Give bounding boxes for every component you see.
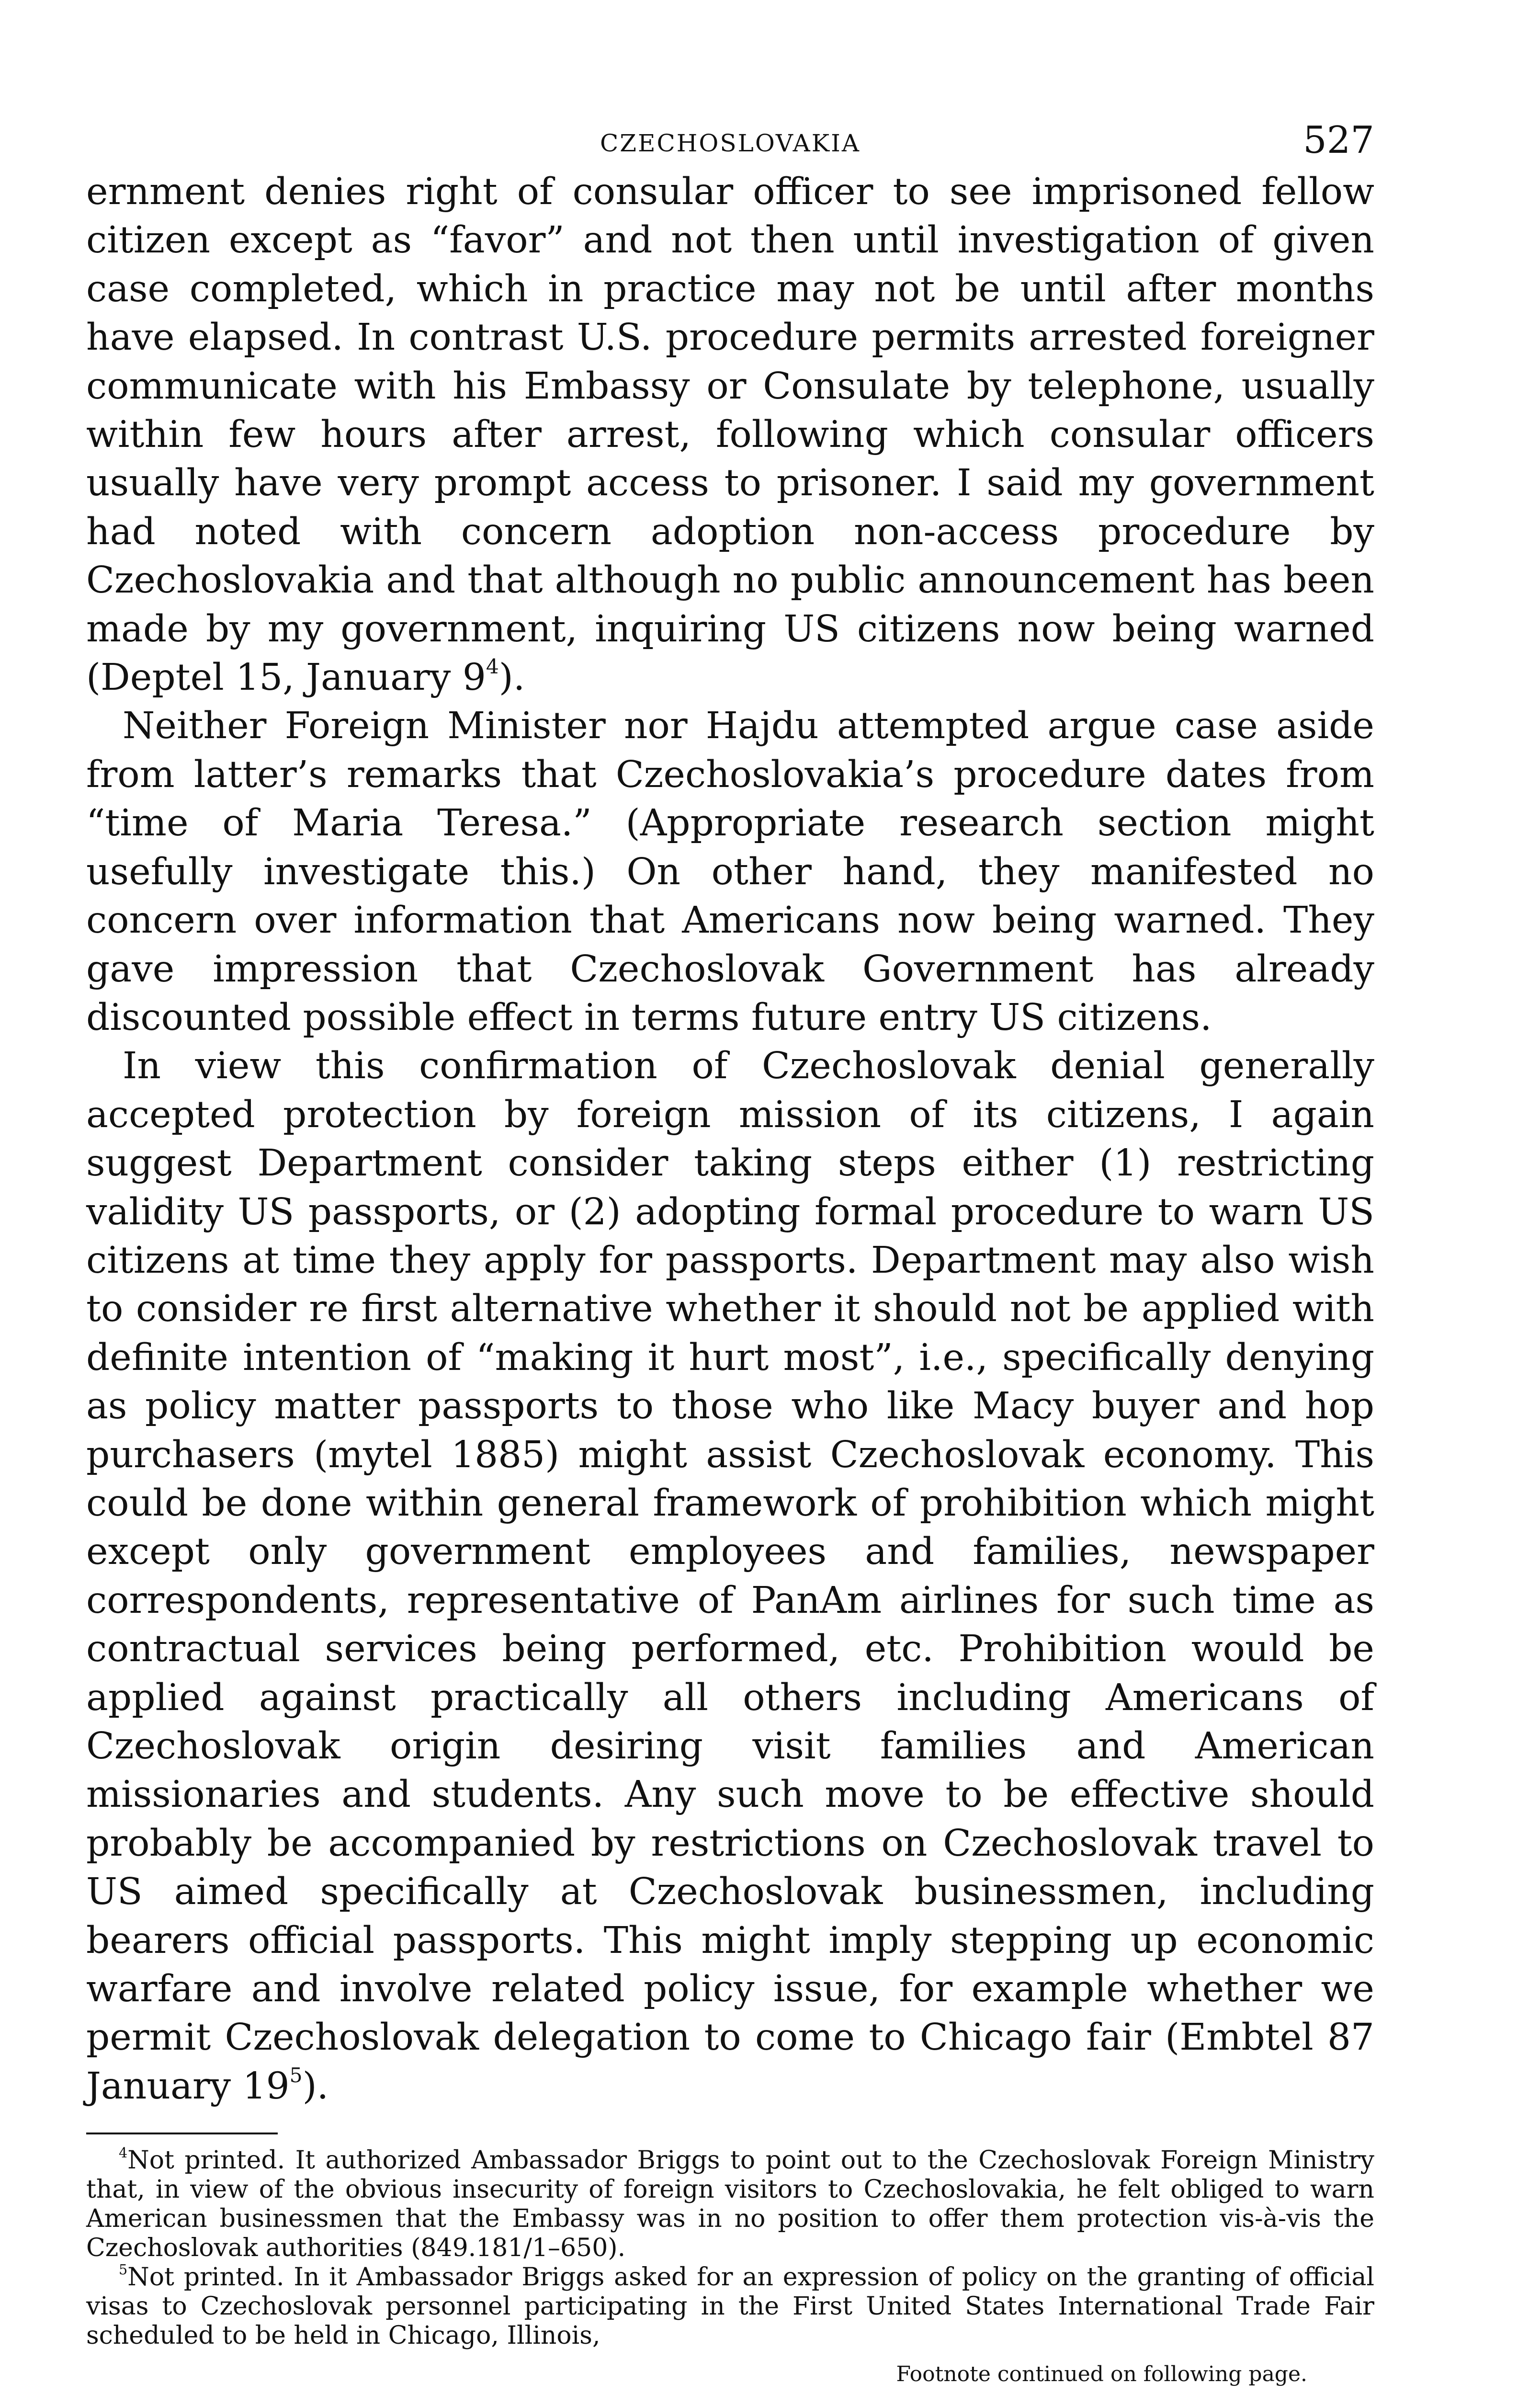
paragraph-1-text: ernment denies right of consular officer to see imprisoned fellow citizen except as “favor” and not then until investigation of given case completed, which in practice may not be until after months have elapsed. In contrast U.S. procedure permits arrested foreigner communicate with his Embassy or Consulate by telephone, usually within few hours after arrest, following which consular officers usually have very prompt access to prisoner. I said my government had noted with concern adoption non-access procedure by Czechoslovakia and that although no public announcement has been made by my government, inquiring US citizens now being warned (Deptel 15, January 9 [86, 171, 1374, 699]
footnote-continued-note: Footnote continued on following page. [896, 2362, 1307, 2387]
paragraph-3-end: ). [302, 2064, 329, 2108]
footnote-ref-5: 5 [289, 2063, 303, 2087]
document-page [86, 115, 1374, 2389]
footnote-divider [86, 2133, 278, 2134]
footnote-4 [86, 2146, 1374, 2263]
paragraph-3-text: In view this confirmation of Czechoslovak denial generally accepted protection by foreign mission of its citizens, I again suggest Department consider taking steps either (1) restricting validity US passports, or (2) adopting formal procedure to warn US citizens at time they apply for passports. Department may also wish to consider re first alternative whether it should not be applied with definite intention of “making it hurt most”, i.e., specifically denying as policy matter passports to those who like Macy buyer and hop purchasers (mytel 1885) might assist Czechoslovak economy. This could be done within general framework of prohibition which might except only government employees and families, newspaper correspondents, representative of PanAm airlines for such time as contractual services being performed, etc. Prohibition would be applied against practically all others including Americans of Czechoslovak origin desiring visit families and American missionaries and students. Any such move to be effective should probably be accompanied by restrictions on Czechoslovak travel to US aimed specifically at Czechoslovak businessmen, including bearers official passports. This might imply stepping up economic warfare and involve related policy issue, for example whether we permit Czechoslovak delegation to come to Chicago fair (Embtel 87 January 19 [86, 1045, 1374, 2108]
footnote-5-text: Not printed. In it Ambassador Briggs asked for an expression of policy on the granting of official visas to Czechoslovak personnel participating in the First United States International Trade Fair scheduled to be held in Chicago, Illinois, [86, 2263, 1374, 2350]
paragraph-2: Neither Foreign Minister nor Hajdu attempted argue case aside from latter’s remarks that Czechoslovakia’s procedure dates from “time of Maria Teresa.” (Appropriate research section might usefully investigate this.) On other hand, they manifested no concern over information that Americans now being warned. They gave impression that Czechoslovak Government has already discounted possible effect in terms future entry US citizens. [86, 705, 1374, 1039]
footnote-4-marker: 4 [119, 2144, 128, 2161]
footnote-5-marker: 5 [119, 2261, 128, 2278]
footnotes [86, 2146, 1374, 2389]
running-title: CZECHOSLOVAKIA [600, 129, 861, 157]
footnote-5 [86, 2263, 1374, 2350]
paragraph-1-end: ). [498, 656, 525, 699]
paragraph-3 [86, 1042, 1374, 2110]
running-head [86, 115, 1374, 168]
page-number: 527 [1303, 119, 1374, 162]
paragraph-1 [86, 168, 1374, 702]
footnote-ref-4: 4 [486, 655, 499, 679]
body-text [86, 168, 1374, 2110]
footnote-4-text: Not printed. It authorized Ambassador Briggs to point out to the Czechoslovak Foreign Ministry that, in view of the obvious insecurity of foreign visitors to Czechoslovakia, he felt obliged to warn American businessmen that the Embassy was in no position to offer them protection vis-à-vis the Czechoslovak authorities (849.181/1–650). [86, 2146, 1374, 2263]
